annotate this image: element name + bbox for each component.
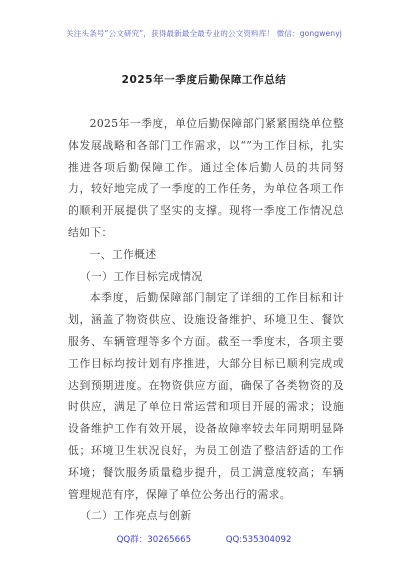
document-body	[68, 113, 344, 527]
subsection-heading-goals: （一）工作目标完成情况	[79, 269, 203, 283]
intro-paragraph: 2025年一季度，单位后勤保障部门紧紧围绕单位整体发展战略和各部门工作需求，以“”为工作目标，扎实推进各项后勤保障工作。通过全体后勤人员的共同努力，较好地完成了一季度的工作任务，为单位各项工作的顺利开展提供了坚实的支撑。现将一季度工作情况总结如下：	[68, 117, 344, 239]
section-heading-overview: 一、工作概述	[89, 247, 157, 261]
qq-group-number: QQ群：30265665	[116, 535, 192, 545]
qq-number: QQ:535304092	[225, 535, 292, 545]
goals-paragraph: 本季度，后勤保障部门制定了详细的工作目标和计划，涵盖了物资供应、设施设备维护、环境卫生、餐饮服务、车辆管理等多个方面。截至一季度末，各项主要工作目标均按计划有序推进，大部分目标已顺利完成或达到预期进度。在物资供应方面，确保了各类物资的及时供应，满足了单位日常运营和项目开展的需求；设施设备维护工作有效开展，设备故障率较去年同期明显降低；环境卫生状况良好，为员工创造了整洁舒适的工作环境；餐饮服务质量稳步提升，员工满意度较高；车辆管理规范有序，保障了单位公务出行的需求。	[68, 291, 344, 501]
subsection-heading-highlights: （二）工作亮点与创新	[79, 509, 192, 523]
document-title: 2025年一季度后勤保障工作总结	[121, 74, 287, 86]
footer-contact	[0, 533, 408, 545]
header-note: 关注头条号“公文研究”，获得最新最全最专业的公文资料库！ 微信：gongwenyj	[66, 29, 342, 38]
